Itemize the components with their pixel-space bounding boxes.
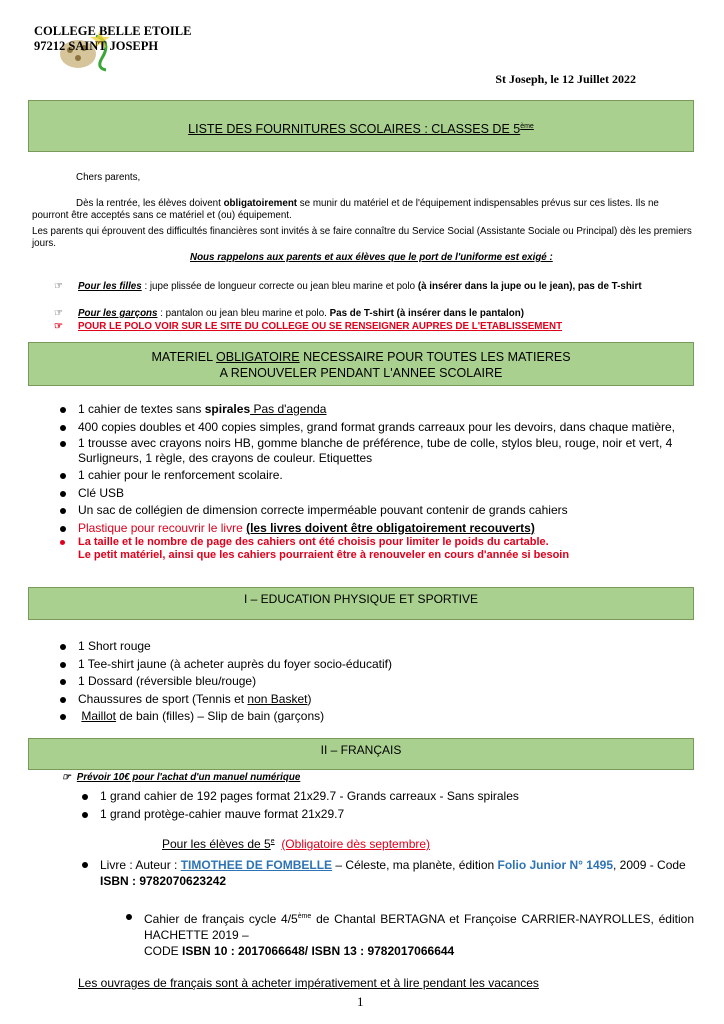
item-text: de bain (filles) – Slip de bain (garçons)	[116, 709, 325, 723]
school-city: 97212 SAINT JOSEPH	[34, 39, 159, 53]
bullet-icon	[60, 697, 66, 703]
page-number: 1	[357, 994, 364, 1009]
book-text: , 2009 - Code	[613, 858, 686, 872]
bullet-icon	[60, 679, 66, 685]
section-materiel-header	[28, 342, 694, 386]
list-item	[56, 549, 692, 562]
materiel-list	[56, 402, 692, 562]
item-text: 1 trousse avec crayons noirs HB, gomme blanche de préférence, tube de colle, stylos bleu, rouge, noir et vert, 4 Surligneurs, 1 règle, des crayons de couleur. Etiquettes	[78, 436, 673, 465]
students-obligatoire: (Obligatoire dès septembre)	[281, 837, 431, 851]
item-text: Le petit matériel, ainsi que les cahiers pourraient être à renouveler en cours d'année si besoin	[78, 549, 570, 561]
list-item	[56, 657, 692, 672]
girls-bold: (à insérer dans la jupe ou le jean), pas de T-shirt	[417, 281, 642, 292]
cahier-code-label: CODE	[144, 944, 183, 958]
bullet-icon	[60, 662, 66, 668]
book-isbn: ISBN : 9782070623242	[100, 874, 227, 888]
greeting: Chers parents,	[76, 172, 141, 183]
pointing-hand-icon: ☞	[54, 321, 63, 332]
eps-title: I – EDUCATION PHYSIQUE ET SPORTIVE	[243, 592, 479, 606]
item-text: Plastique pour recouvrir le livre	[78, 520, 247, 535]
boys-text: : pantalon ou jean bleu marine et polo.	[157, 308, 330, 319]
pointing-hand-icon: ☞	[54, 308, 63, 319]
item-text: Chaussures de sport (Tennis et	[78, 691, 248, 706]
bullet-icon	[60, 644, 66, 650]
list-item	[56, 521, 692, 536]
bullet-icon	[82, 812, 88, 818]
bullet-icon	[60, 508, 66, 514]
closing-note: Les ouvrages de français sont à acheter impérativement et à lire pendant les vacances	[78, 976, 539, 990]
item-underline: Pas d'agenda	[250, 402, 327, 416]
uniform-girls	[54, 281, 694, 293]
item-underline: Maillot	[81, 709, 117, 723]
list-item	[122, 909, 694, 959]
list-item	[56, 709, 692, 724]
pointing-hand-icon: ☞	[54, 281, 63, 292]
students-sup: e	[270, 838, 275, 845]
item-text: )	[307, 691, 312, 706]
list-item	[78, 807, 694, 822]
girls-text: : jupe plissée de longueur correcte ou jean bleu marine et polo	[141, 281, 418, 292]
list-item	[78, 789, 694, 804]
intro-p1-rest: se munir du matériel et de l'équipement indispensables prévus sur ces listes. Ils ne pourront être acceptés sans ce matériel et (ou) équipement.	[32, 198, 659, 221]
book-collection: Folio Junior N° 1495	[497, 858, 613, 872]
materiel-obligatoire: OBLIGATOIRE	[216, 350, 300, 364]
pointing-hand-icon: ☞	[62, 772, 71, 783]
bullet-icon	[60, 425, 66, 431]
book-list	[78, 857, 694, 889]
fr-title: II – FRANÇAIS	[320, 743, 402, 757]
item-text: 400 copies doubles et 400 copies simples, grand format grands carreaux pour les devoirs, dans chaque matière,	[78, 419, 676, 434]
cahier-sup: ème	[297, 913, 312, 920]
bullet-icon	[60, 714, 66, 720]
eps-list	[56, 639, 692, 724]
item-text: 1 cahier de textes sans	[78, 402, 205, 416]
cahier-text: de Chantal BERTAGNA et Françoise CARRIER-NAYROLLES, édition HACHETTE 2019 –	[144, 912, 694, 942]
list-item	[56, 486, 692, 501]
section-fr-header	[28, 738, 694, 770]
item-bold: spirales	[204, 402, 251, 416]
bullet-icon	[82, 794, 88, 800]
materiel-line1-c: NECESSAIRE POUR TOUTES LES MATIERES	[299, 350, 571, 364]
bullet-icon	[60, 473, 66, 479]
uniform-boys	[54, 308, 694, 320]
item-underline: non Basket	[247, 691, 308, 706]
bullet-icon	[60, 491, 66, 497]
materiel-line1-a: MATERIEL	[151, 350, 217, 364]
list-item	[56, 468, 692, 483]
book-text: Livre : Auteur :	[100, 858, 181, 872]
title-text: LISTE DES FOURNITURES SCOLAIRES : CLASSES DE 5	[188, 122, 521, 137]
boys-bold: Pas de T-shirt (à insérer dans le pantalon)	[329, 308, 524, 319]
document-title	[28, 100, 694, 152]
item-bold: (les livres doivent être obligatoirement recouverts)	[246, 520, 535, 535]
list-item	[56, 692, 692, 707]
intro-p1-text: Dès la rentrée, les élèves doivent	[76, 198, 224, 209]
item-text: 1 Dossard (réversible bleu/rouge)	[78, 674, 257, 688]
list-item	[56, 402, 692, 417]
bullet-icon	[126, 914, 132, 920]
list-item	[56, 503, 692, 518]
school-name: COLLEGE BELLE ETOILE	[34, 24, 192, 38]
school-header	[34, 24, 191, 54]
book-author: TIMOTHEE DE FOMBELLE	[180, 858, 333, 872]
bullet-icon	[82, 862, 88, 868]
list-item	[56, 436, 692, 465]
item-text: Clé USB	[78, 485, 125, 500]
uniform-note: Nous rappelons aux parents et aux élèves que le port de l'uniforme est exigé :	[190, 252, 553, 263]
cahier-text: Cahier de français cycle 4/5	[144, 912, 298, 926]
materiel-line2: A RENOUVELER PENDANT L'ANNEE SCOLAIRE	[219, 366, 503, 380]
manual-note	[62, 772, 300, 784]
list-item	[56, 639, 692, 654]
intro-paragraph-1	[32, 198, 692, 222]
cahier-isbn: ISBN 10 : 2017066648/ ISBN 13 : 9782017066644	[182, 944, 455, 958]
item-text: La taille et le nombre de page des cahiers ont été choisis pour limiter le poids du cartable.	[78, 536, 549, 548]
girls-label: Pour les filles	[78, 281, 142, 292]
letter-date: St Joseph, le 12 Juillet 2022	[495, 72, 636, 86]
item-text: 1 grand protège-cahier mauve format 21x29.7	[100, 806, 345, 821]
cahier-list	[122, 909, 694, 959]
title-sup: ème	[520, 123, 534, 130]
boys-label: Pour les garçons	[78, 308, 158, 319]
uniform-polo	[54, 321, 694, 333]
fr-list	[78, 789, 694, 821]
intro-paragraph-2: Les parents qui éprouvent des difficultés financières sont invités à se faire connaître du Service Social (Assistante Sociale ou Principal) dès les premiers jours.	[32, 226, 692, 249]
intro-p1-bold: obligatoirement	[223, 198, 298, 209]
students-text: Pour les élèves de 5	[162, 837, 271, 851]
item-text: Un sac de collégien de dimension correcte imperméable pouvant contenir de grands cahiers	[78, 503, 568, 517]
list-item	[78, 857, 694, 889]
list-item	[56, 420, 692, 435]
polo-note: POUR LE POLO VOIR SUR LE SITE DU COLLEGE OU SE RENSEIGNER AUPRES DE L'ETABLISSEMENT	[78, 321, 563, 332]
section-eps-header	[28, 587, 694, 620]
bullet-icon	[60, 407, 66, 413]
item-text: 1 Short rouge	[78, 639, 151, 653]
item-text: 1 cahier pour le renforcement scolaire.	[78, 468, 283, 482]
list-item	[56, 674, 692, 689]
bullet-icon	[60, 526, 66, 532]
students-heading	[162, 837, 430, 851]
bullet-icon	[60, 540, 65, 545]
list-item	[56, 536, 692, 549]
manual-note-text: Prévoir 10€ pour l'achat d'un manuel numérique	[76, 772, 301, 783]
item-text: 1 grand cahier de 192 pages format 21x29.7 - Grands carreaux - Sans spirales	[100, 789, 519, 803]
item-text: 1 Tee-shirt jaune (à acheter auprès du foyer socio-éducatif)	[78, 656, 392, 671]
bullet-icon	[60, 441, 66, 447]
book-text: – Céleste, ma planète, édition	[332, 858, 498, 872]
